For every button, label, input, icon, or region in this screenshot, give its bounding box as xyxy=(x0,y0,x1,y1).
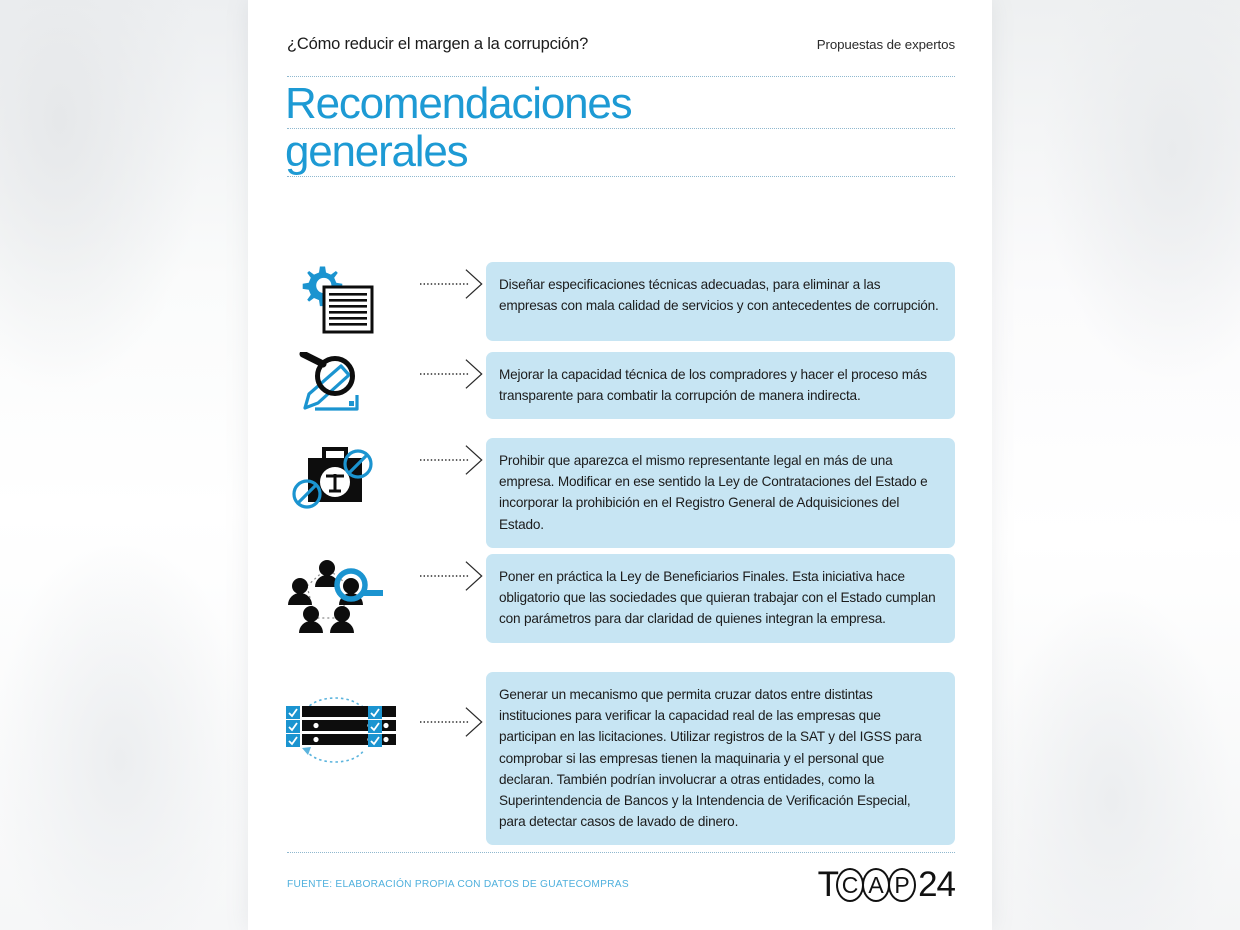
checkbox-badges-left xyxy=(286,706,300,747)
recommendation-row xyxy=(248,352,992,432)
gear-document-icon xyxy=(291,262,377,336)
arrow-cell xyxy=(420,438,486,482)
header-kicker-row xyxy=(287,35,955,54)
dotted-arrow-icon xyxy=(420,352,486,396)
header-divider-top xyxy=(287,76,955,78)
page-backdrop-left xyxy=(0,0,248,930)
logo-letter-p: P xyxy=(888,868,916,902)
briefcase-justice-prohibited-icon xyxy=(288,438,380,514)
arrow-cell xyxy=(420,352,486,396)
people-network-magnifier-icon xyxy=(279,554,389,638)
icon-cell xyxy=(248,554,420,638)
recommendation-text: Diseñar especificaciones técnicas adecuadas, para eliminar a las empresas con mala calidad de servicios y con antecedentes de corrupción. xyxy=(486,262,955,341)
source-note: FUENTE: ELABORACIÓN PROPIA CON DATOS DE GUATECOMPRAS xyxy=(287,879,629,890)
dotted-arrow-icon xyxy=(420,262,486,306)
icon-cell xyxy=(248,352,420,416)
recommendation-text: Prohibir que aparezca el mismo representante legal en más de una empresa. Modificar en ese sentido la Ley de Contrataciones del Estado e incorporar la prohibición en el Registro General de Adquisiciones del Estado. xyxy=(486,438,955,548)
arrow-cell xyxy=(420,672,486,744)
logo-letter-c: C xyxy=(836,868,864,902)
logo-letter-t: T xyxy=(817,865,839,904)
page-title-line-2: generales xyxy=(285,127,468,176)
header-question: ¿Cómo reducir el margen a la corrupción? xyxy=(287,35,589,53)
recommendation-text: Generar un mecanismo que permita cruzar datos entre distintas instituciones para verificar la capacidad real de las empresas que participan en las licitaciones. Utilizar registros de la SAT y del IGSS para comprobar si las empresas tienen la maquinaria y el personal que declaran. También podrían involucrar a otras entidades, como la Superintendencia de Bancos y la Intendencia de Verificación Especial, para detectar casos de lavado de dinero. xyxy=(486,672,955,845)
dotted-arrow-icon xyxy=(420,700,486,744)
header-subtitle: Propuestas de expertos xyxy=(816,37,955,52)
tcap24-logo xyxy=(817,865,955,904)
logo-year: 24 xyxy=(918,865,955,904)
logo-letter-a: A xyxy=(862,868,890,902)
arrow-cell xyxy=(420,262,486,306)
recommendation-list xyxy=(248,262,992,848)
page-title-line-1: Recomendaciones xyxy=(285,79,632,128)
header-divider-bottom xyxy=(287,176,955,178)
page-backdrop-right xyxy=(992,0,1240,930)
icon-cell xyxy=(248,438,420,514)
recommendation-row xyxy=(248,262,992,346)
dotted-arrow-icon xyxy=(420,438,486,482)
magnifier-pencil-icon xyxy=(291,352,377,416)
arrow-cell xyxy=(420,554,486,598)
recommendation-row xyxy=(248,554,992,666)
recommendation-row xyxy=(248,438,992,548)
recommendation-text: Mejorar la capacidad técnica de los compradores y hacer el proceso más transparente para combatir la corrupción de manera indirecta. xyxy=(486,352,955,419)
recommendation-row xyxy=(248,672,992,842)
icon-cell xyxy=(248,262,420,336)
footer-divider xyxy=(287,852,955,854)
dotted-arrow-icon xyxy=(420,554,486,598)
database-sync-checklist-icon xyxy=(272,688,396,770)
recommendation-text: Poner en práctica la Ley de Beneficiarios Finales. Esta iniciativa hace obligatorio que las sociedades que quieran trabajar con el Estado cumplan con parámetros para dar claridad de quienes integran la empresa. xyxy=(486,554,955,643)
icon-cell xyxy=(248,672,420,770)
infographic-page xyxy=(248,0,992,930)
checkbox-badges-right xyxy=(368,706,382,747)
